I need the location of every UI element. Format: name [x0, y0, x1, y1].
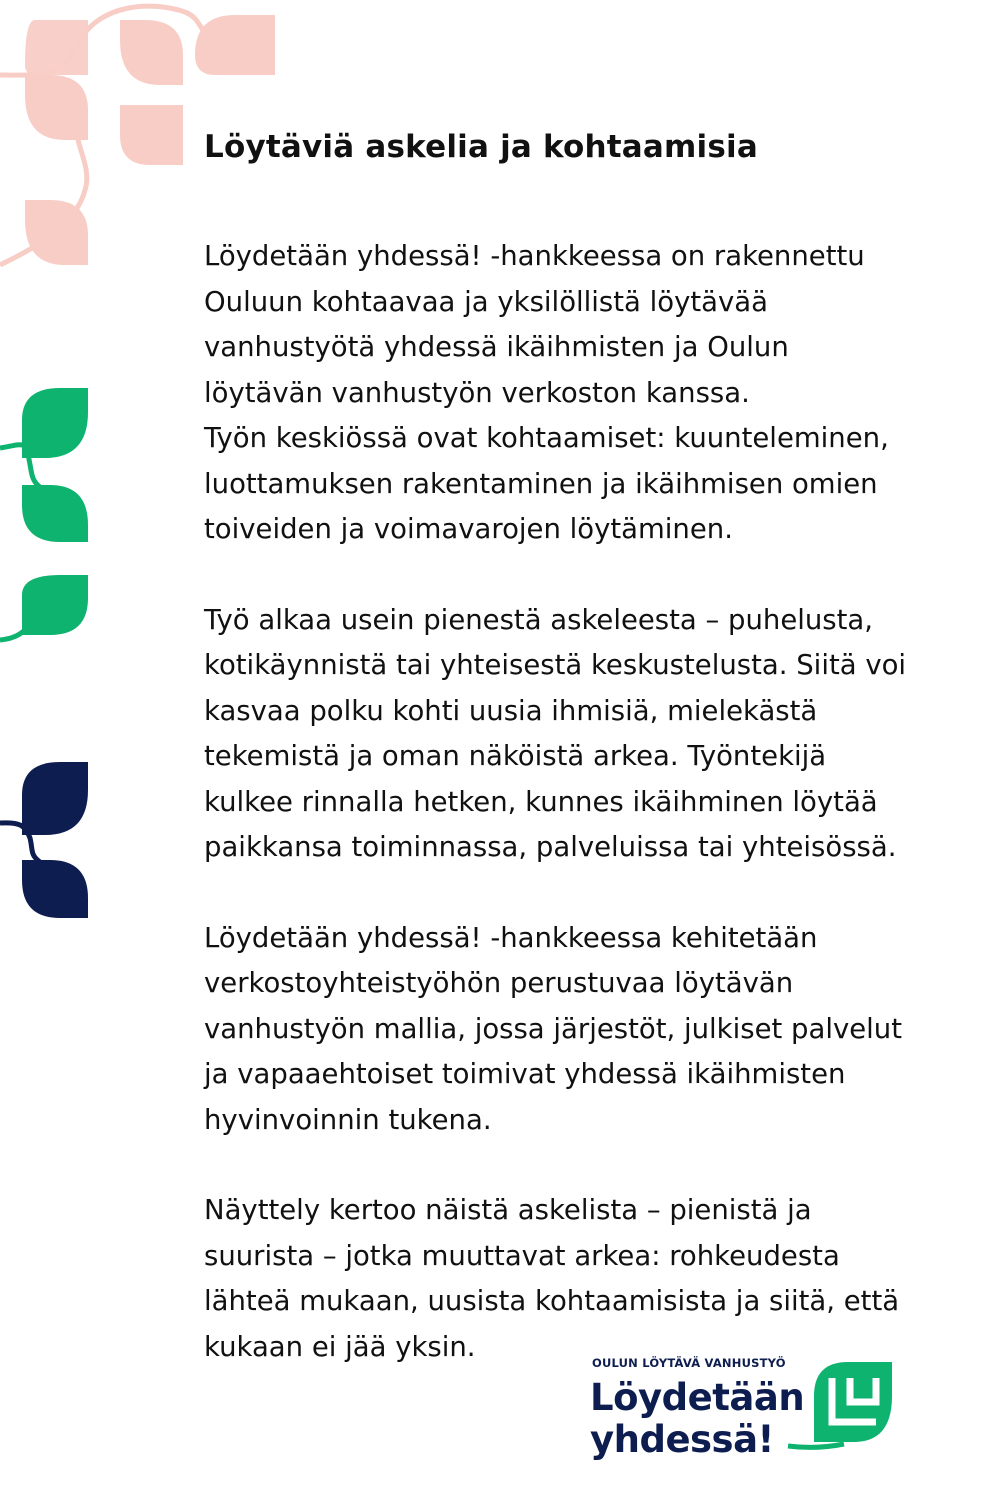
logo-line-2: yhdessä!: [590, 1418, 774, 1461]
document-title: Löytäviä askelia ja kohtaamisia: [204, 129, 758, 165]
leaf-logo-icon: [784, 1356, 896, 1456]
logo-tagline: OULUN LÖYTÄVÄ VANHUSTYÖ: [592, 1356, 786, 1370]
project-logo: [590, 1356, 920, 1476]
logo-line-1: Löydetään: [590, 1376, 805, 1419]
document-body: [204, 126, 974, 1415]
paragraph-4: Näyttely kertoo näistä askelista – pienistä ja suurista – jotka muuttavat arkea: rohkeudesta lähteä mukaan, uusista kohtaamisista ja siitä, että kukaan ei jää yksin.: [204, 1194, 900, 1363]
paragraph-3: Löydetään yhdessä! -hankkeessa kehitetään verkostoyhteistyöhön perustuvaa löytävän vanhustyön mallia, jossa järjestöt, julkiset palvelut ja vapaaehtoiset toimivat yhdessä ikäihmisten hyvinvoinnin tukena.: [204, 921, 903, 1136]
green-leaf-vine: [0, 388, 88, 640]
navy-leaf-vine: [0, 762, 88, 918]
paragraph-2: Työ alkaa usein pienestä askeleesta – puhelusta, kotikäynnistä tai yhteisestä keskustelusta. Siitä voi kasvaa polku kohti uusia ihmisiä, mielekästä tekemistä ja oman näköistä arkea. Työntekijä kulkee rinnalla hetken, kunnes ikäihminen löytää paikkansa toiminnassa, palveluissa tai yhteisössä.: [204, 603, 907, 863]
paragraph-1: Löydetään yhdessä! -hankkeessa on rakennettu Ouluun kohtaavaa ja yksilöllistä löytävää vanhustyötä yhdessä ikäihmisten ja Oulun löytävän vanhustyön verkoston kanssa. Työn keskiössä ovat kohtaamiset: kuunteleminen, luottamuksen rakentaminen ja ikäihmisen omien toiveiden ja voimavarojen löytäminen.: [204, 240, 889, 545]
